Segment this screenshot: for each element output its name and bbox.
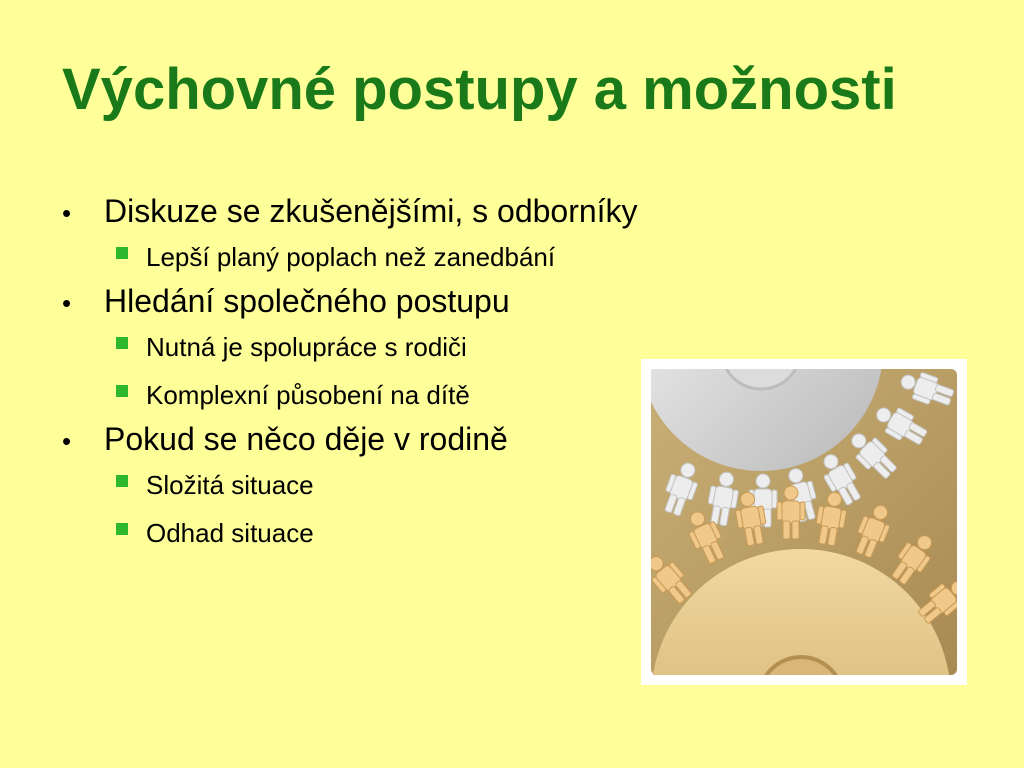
sub-bullet-item (58, 468, 638, 502)
slide-title: Výchovné postupy a možnosti (62, 57, 897, 122)
bullet-text: Hledání společného postupu (104, 283, 510, 319)
bullet-dot-icon: • (62, 198, 72, 228)
square-bullet-icon (116, 337, 128, 349)
bullet-list (58, 192, 638, 558)
bullet-item (58, 282, 638, 322)
sub-bullet-item (58, 330, 638, 364)
bullet-text: Diskuze se zkušenějšími, s odborníky (104, 193, 638, 229)
sub-bullet-text: Komplexní působení na dítě (146, 380, 470, 410)
sub-bullet-text: Nutná je spolupráce s rodiči (146, 332, 467, 362)
bullet-item (58, 420, 638, 460)
bullet-group-3 (58, 420, 638, 550)
sub-bullet-text: Složitá situace (146, 470, 314, 500)
bullet-group-1 (58, 192, 638, 274)
square-bullet-icon (116, 247, 128, 259)
gears-people-icon (651, 369, 957, 675)
square-bullet-icon (116, 475, 128, 487)
bullet-group-2 (58, 282, 638, 412)
gears-with-people-illustration (641, 359, 967, 685)
sub-bullet-text: Odhad situace (146, 518, 314, 548)
sub-bullet-item (58, 378, 638, 412)
square-bullet-icon (116, 523, 128, 535)
bullet-text: Pokud se něco děje v rodině (104, 421, 508, 457)
square-bullet-icon (116, 385, 128, 397)
sub-bullet-item (58, 240, 638, 274)
sub-bullet-item (58, 516, 638, 550)
bullet-dot-icon: • (62, 288, 72, 318)
bullet-item (58, 192, 638, 232)
bullet-dot-icon: • (62, 426, 72, 456)
sub-bullet-text: Lepší planý poplach než zanedbání (146, 242, 556, 272)
